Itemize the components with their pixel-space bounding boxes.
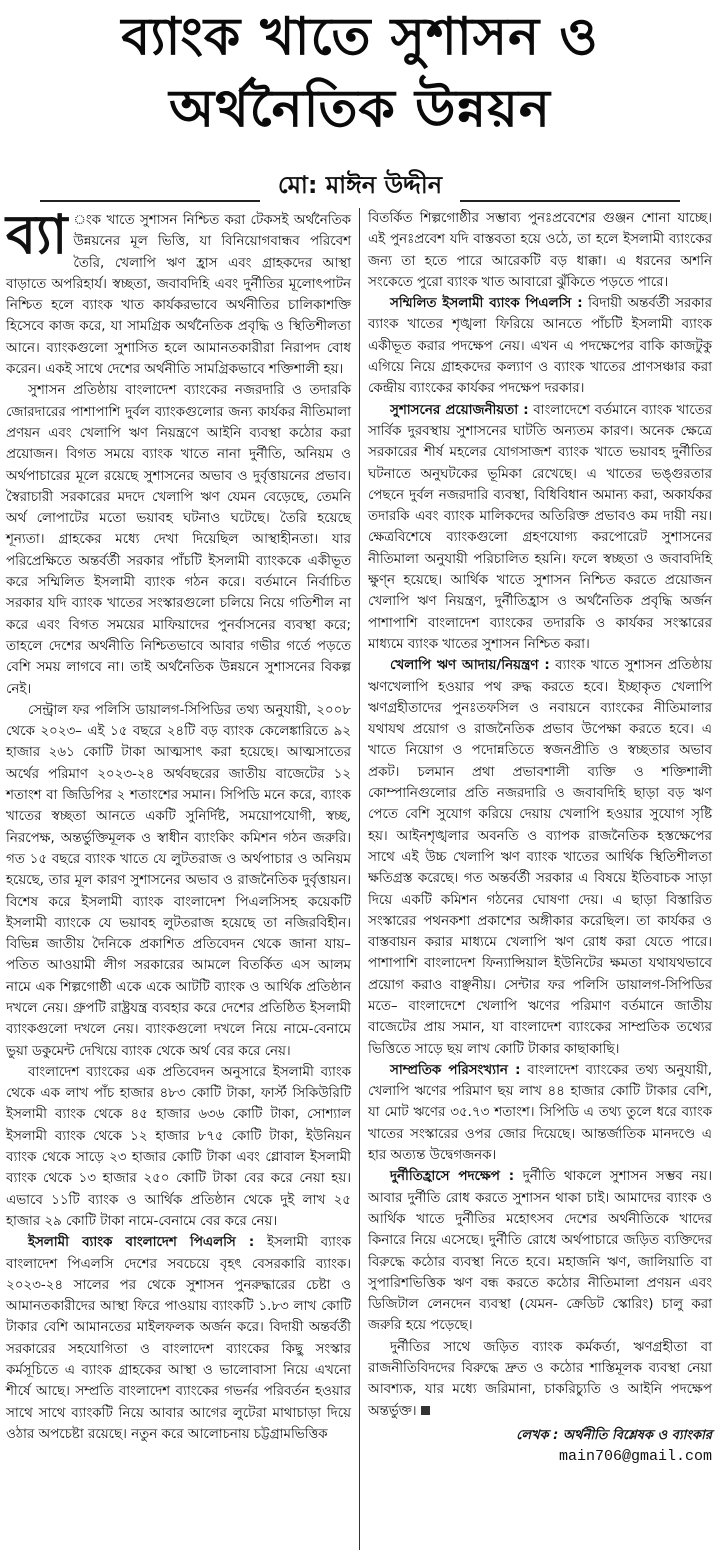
paragraph — [368, 293, 712, 399]
paragraph — [368, 1166, 712, 1336]
byline: মো: মাঈন উদ্দীন — [277, 171, 443, 199]
headline-line-2: অর্থনৈতিক উন্নয়ন — [169, 79, 551, 139]
paragraph — [368, 655, 712, 1060]
paragraph-text: ইসলামী ব্যাংক বাংলাদেশ পিএলসি দেশের সবচেয়ে বৃহৎ বেসরকারি ব্যাংক। ২০২৩-২৪ সালের পর থেকে সুশাসন পুনরুদ্ধারের চেষ্টা ও আমানতকারীদের আস্থা ফিরে পাওয়ায় ব্যাংকটি ১.৮৩ লাখ কোটি টাকার বেশি আমানতের মাইলফলক অর্জন করে। বিদায়ী অন্তর্বর্তী সরকারের সহযোগিতা ও বাংলাদেশ ব্যাংকের কিছু সংস্কার কর্মসূচিতে এ ব্যাংক গ্রাহকের আস্থা ও ভালোবাসা নিয়ে এখনো শীর্ষে আছে। সম্প্রতি বাংলাদেশ ব্যাংকের গভর্নর পরিবর্তন হওয়ার সাথে সাথে ব্যাংকটি নিয়ে আবার আগের লুটেরা মাথাচাড়া দিয়ে ওঠার অপচেষ্টা রয়েছে। নতুন করে আলোচনায় চট্টগ্রামভিত্তিক — [6, 1235, 351, 1442]
paragraph — [368, 1337, 712, 1422]
paragraph: সেন্ট্রাল ফর পলিসি ডায়ালগ-সিপিডির তথ্য অনুযায়ী, ২০০৮ থেকে ২০২৩– এই ১৫ বছরে ২৪টি বড় ব্যাংক কেলেঙ্কারিতে ৯২ হাজার ২৬১ কোটি টাকা আত্মসাৎ করা হয়েছে। আত্মসাতের অর্থের পরিমাণ ২০২৩-২৪ অর্থবছরের জাতীয় বাজেটের ১২ শতাংশ বা জিডিপির ২ শতাংশের সমান। সিপিডি মনে করে, ব্যাংক খাতের স্বচ্ছতা আনতে একটি সুনির্দিষ্ট, সময়োপযোগী, স্বচ্ছ, নিরপেক্ষ, অন্তর্ভুক্তিমূলক ও স্বাধীন ব্যাংকিং কমিশন গঠন জরুরি। গত ১৫ বছরে ব্যাংক খাতে যে লুটতরাজ ও অর্থপাচার ও অনিয়ম হয়েছে, তার মূল কারণ সুশাসনের অভাব ও রাজনৈতিক দুর্বৃত্তায়ন। বিশেষ করে ইসলামী ব্যাংক বাংলাদেশ পিএলসিসহ কয়েকটি ইসলামী ব্যাংকে যে ভয়াবহ লুটতরাজ হয়েছে তা নজিরবিহীন। বিভিন্ন জাতীয় দৈনিকে প্রকাশিত প্রতিবেদন থেকে জানা যায়– পতিত আওয়ামী লীগ সরকারের আমলে বিতর্কিত এস আলম নামে এক শিল্পগোষ্ঠী একে একে আটটি ব্যাংক ও আর্থিক প্রতিষ্ঠান দখলে নেয়। গ্রুপটি রাষ্ট্রযন্ত্র ব্যবহার করে দেশের প্রতিষ্ঠিত ইসলামী ব্যাংকগুলো দখলে নেয়। ব্যাংকগুলো দখলে নিয়ে নামে-বেনামে ভুয়া ডকুমেন্ট দেখিয়ে ব্যাংক থেকে অর্থ বের করে নেয়। — [6, 702, 351, 1059]
paragraph — [6, 1232, 351, 1445]
author-email: main706@gmail.com — [558, 1447, 712, 1465]
paragraph-text: বিদায়ী অন্তর্বর্তী সরকার ব্যাংক খাতের শৃঙ্খলা ফিরিয়ে আনতে পাঁচটি ইসলামী ব্যাংক একীভূত করার পদক্ষেপ নেয়। এখন এ পদক্ষেপের বাকি কাজটুকু এগিয়ে নিয়ে গ্রাহকদের কল্যাণ ও ব্যাংক খাতের প্রাণসঞ্চার করা কেন্দ্রীয় ব্যাংকের কার্যকর পদক্ষেপ দরকার। — [368, 296, 713, 397]
subheading: ইসলামী ব্যাংক বাংলাদেশ পিএলসি : — [28, 1235, 255, 1251]
headline-line-1: ব্যাংক খাতে সুশাসন ও — [121, 7, 599, 67]
paragraph-text: ংক খাতে সুশাসন নিশ্চিত করা টেকসই অর্থনৈতিক উন্নয়নের মূল ভিত্তি, যা বিনিয়োগবান্ধব পরিবেশ তৈরি, খেলাপি ঋণ হ্রাস এবং গ্রাহকদের আস্থা বাড়াতে অপরিহার্য। স্বচ্ছতা, জবাবদিহি এবং দুর্নীতির মূলোৎপাটন নিশ্চিত হলে ব্যাংক খাত কার্যকরভাবে অর্থনীতির চালিকাশক্তি হিসেবে কাজ করে, যা সামগ্রিক অর্থনৈতিক প্রবৃদ্ধি ও স্থিতিশীলতা আনে। ব্যাংকগুলো সুশাসিত হলে আমানতকারীরা নিরাপদ বোধ করেন। একই সাথে দেশের অর্থনীতি সামগ্রিকভাবে শক্তিশালী হয়। — [6, 213, 351, 378]
paragraph-text: বাংলাদেশ ব্যাংকের তথ্য অনুযায়ী, খেলাপি ঋণের পরিমাণ ছয় লাখ ৪৪ হাজার কোটি টাকার বেশি, যা মোট ঋণের ৩৫.৭৩ শতাংশ। সিপিডি এ তথ্য তুলে ধরে ব্যাংক খাতের সংস্কারের ওপর জোর দিয়েছে। আন্তর্জাতিক মানদণ্ডে এ হার অত্যন্ত উদ্বেগজনক। — [368, 1062, 712, 1164]
byline-rule-left — [40, 200, 260, 202]
dropcap: ব্যা — [6, 203, 68, 266]
paragraph: সুশাসন প্রতিষ্ঠায় বাংলাদেশ ব্যাংকের নজরদারি ও তদারকি জোরদারের পাশাপাশি দুর্বল ব্যাংকগুলোর জন্য কার্যকর নীতিমালা প্রণয়ন এবং খেলাপি ঋণ নিয়ন্ত্রণে আইনি ব্যবস্থা কঠোর করা প্রয়োজন। বিগত সময়ে ব্যাংক খাতে নানা দুর্নীতি, অনিয়ম ও অর্থপাচারের মূলে রয়েছে সুশাসনের অভাব ও দুর্বৃত্তায়নের প্রভাব। স্বৈরাচারী সরকারের মদদে খেলাপি ঋণ যেমন বেড়েছে, তেমনি অর্থ লোপাটের মতো ভয়াবহ ঘটনাও ঘটেছে। তৈরি হয়েছে শূন্যতা। গ্রাহকের মধ্যে দেখা দিয়েছিল আস্থাহীনতা। যার পরিপ্রেক্ষিতে অন্তর্বর্তী সরকার পাঁচটি ইসলামী ব্যাংককে একীভূত করে সম্মিলিত ইসলামী ব্যাংক গঠন করে। বর্তমানে নির্বাচিত সরকার যদি ব্যাংক খাতের সংস্কারগুলো চলিয়ে নিয়ে গতিশীল না করে এবং বিগত সময়ের মাফিয়াদের পুনর্বাসনের ব্যবস্থা করে; তাহলে দেশের অর্থনীতি নিশ্চিতভাবে আবার গভীর গর্তে পড়তে বেশি সময় লাগবে না। তাই অর্থনৈতিক উন্নয়নে সুশাসনের বিকল্প নেই। — [6, 383, 351, 697]
paragraph-text: দুর্নীতি থাকলে সুশাসন সম্ভব নয়। আবার দুর্নীতি রোধ করতে সুশাসন থাকা চাই। আমাদের ব্যাংক ও আর্থিক খাতে দুর্নীতির মহোৎসব দেশের অর্থনীতিকে খাদের কিনারে নিয়ে এসেছে। দুর্নীতি রোধে অর্থপাচারে জড়িত ব্যক্তিদের বিরুদ্ধে কঠোর ব্যবস্থা নিতে হবে। মহাজনি ঋণ, জালিয়াতি বা সুপারিশভিত্তিক ঋণ বন্ধ করতে কঠোর নীতিমালা প্রণয়ন এবং ডিজিটাল লেনদেন ব্যবস্থা (যেমন- ক্রেডিট স্কোরিং) চালু করা জরুরি হয়ে পড়েছে। — [368, 1169, 712, 1334]
paragraph-text: ব্যাংক খাতে সুশাসন প্রতিষ্ঠায় ঋণখেলাপি হওয়ার পথ রুদ্ধ করতে হবে। ইচ্ছাকৃত খেলাপি ঋণগ্রহীতাদের পুনঃতফসিল ও নবায়নে ব্যাংকের নীতিমালার যথাযথ প্রয়োগ ও রাজনৈতিক প্রভাব উপেক্ষা করতে হবে। এ খাতে নিয়োগ ও পদোন্নতিতে স্বজনপ্রীতি ও স্বচ্ছতার অভাব প্রকট। চলমান প্রথা প্রভাবশালী ব্যক্তি ও শক্তিশালী কোম্পানিগুলোর প্রতি নজরদারি ও জবাবদিহি ছাড়া বড় ঋণ পেতে বেশি সুযোগ করিয়ে দেয়ায় খেলাপি হওয়ার সুযোগ সৃষ্টি হয়। আইনশৃঙ্খলার অবনতি ও ব্যাপক রাজনৈতিক হস্তক্ষেপের সাথে এই উচ্চ খেলাপি ঋণ ব্যাংক খাতের আর্থিক স্থিতিশীলতা ক্ষতিগ্রস্ত করেছে। গত অন্তর্বর্তী সরকার এ বিষয়ে ইতিবাচক সাড়া দিয়ে একটি কমিশন গঠনের ঘোষণা দেয়। এ ছাড়া বিস্তারিত সংস্কারের পথনকশা প্রকাশের অঙ্গীকার করেছিল। তা কার্যকর ও বাস্তবায়ন করার মাধ্যমে খেলাপি ঋণ রোধ করা যেতে পারে। পাশাপাশি বাংলাদেশ ফিন্যান্সিয়াল ইউনিটের ক্ষমতা যথাযথভাবে প্রয়োগ করাও বাঞ্ছনীয়। সেন্টার ফর পলিসি ডায়ালগ-সিপিডির মতে– বাংলাদেশে খেলাপি ঋণের পরিমাণ বর্তমানে জাতীয় বাজেটের প্রায় সমান, যা বাংলাদেশ ব্যাংকের সাম্প্রতিক তথ্যের ভিত্তিতে সাড়ে ছয় লাখ কোটি টাকার কাছাকাছি। — [368, 658, 713, 1057]
left-column — [6, 203, 351, 1445]
paragraph — [368, 1060, 712, 1166]
author-note: লেখক : অর্থনীতি বিশ্লেষক ও ব্যাংকার — [516, 1427, 712, 1443]
subheading: দুর্নীতিহ্রাসে পদক্ষেপ : — [390, 1169, 515, 1185]
paragraph-text: বাংলাদেশে বর্তমানে ব্যাংক খাতের সার্বিক দুরবস্থায় সুশাসনের ঘাটতি অন্যতম কারণ। অনেক ক্ষেত্রে সরকারের শীর্ষ মহলের যোগসাজশ ব্যাংক খাতে ভয়াবহ দুর্নীতির ঘটনাতে অনুঘটকের ভূমিকা রেখেছে। এ খাতের ভঙ্গুরতার পেছনে দুর্বল নজরদারি ব্যবস্থা, বিধিবিধান অমান্য করা, অকার্যকর তদারকি এবং ব্যাংক মালিকদের অতিরিক্ত প্রভাবও কম দায়ী নয়। ক্ষেত্রবিশেষে ব্যাংকগুলো গ্রহণযোগ্য করপোরেট সুশাসনের নীতিমালা অনুযায়ী পরিচালিত হয়নি। ফলে স্বচ্ছতা ও জবাবদিহি ক্ষুণ্ন হয়েছে। আর্থিক খাতে সুশাসন নিশ্চিত করতে প্রয়োজন খেলাপি ঋণ নিয়ন্ত্রণ, দুর্নীতিহ্রাস ও অর্থনৈতিক প্রবৃদ্ধি অর্জন পাশাপাশি বাংলাদেশ ব্যাংকের তদারকি ও কার্যকর সংস্কারের মাধ্যমে ব্যাংক খাতের সুশাসন নিশ্চিত করা। — [368, 402, 712, 652]
end-mark-icon — [421, 1406, 430, 1415]
paragraph — [368, 400, 712, 656]
paragraph: বিতর্কিত শিল্পগোষ্ঠীর সম্ভাব্য পুনঃপ্রবেশের গুঞ্জন শোনা যাচ্ছে। এই পুনঃপ্রবেশ যদি বাস্তবতা হয়ে ওঠে, তা হলে ইসলামী ব্যাংকের জন্য তা হতে পারে আরেকটি বড় ধাক্কা। এ ধরনের অশনি সংকেতে পুরো ব্যাংক খাত আবারো ঝুঁকিতে পড়তে পারে। — [368, 211, 712, 290]
byline-rule-right — [460, 200, 680, 202]
paragraph — [6, 203, 351, 380]
paragraph: বাংলাদেশ ব্যাংকের এক প্রতিবেদন অনুসারে ইসলামী ব্যাংক থেকে এক লাখ পাঁচ হাজার ৪৮৩ কোটি টাকা, ফার্স্ট সিকিউরিটি ইসলামী ব্যাংক থেকে ৪৫ হাজার ৬৩৬ কোটি টাকা, সোশ্যাল ইসলামী ব্যাংক থেকে ১২ হাজার ৮৭৫ কোটি টাকা, ইউনিয়ন ব্যাংক থেকে সাড়ে ২৩ হাজার কোটি টাকা এবং গ্লোবাল ইসলামী ব্যাংক থেকে ১৩ হাজার ২৫০ কোটি টাকা বের করে নেয়া হয়। এভাবে ১১টি ব্যাংক ও আর্থিক প্রতিষ্ঠান থেকে দুই লাখ ২৫ হাজার ২৯ কোটি টাকা নামে-বেনামে বের করে নেয়। — [6, 1064, 351, 1229]
paragraph-text: দুর্নীতির সাথে জড়িত ব্যাংক কর্মকর্তা, ঋণগ্রহীতা বা রাজনীতিবিদদের বিরুদ্ধে দ্রুত ও কঠোর শাস্তিমূলক ব্যবস্থা নেয়া আবশ্যক, যার মধ্যে জরিমানা, চাকরিচ্যুতি ও আইনি পদক্ষেপ অন্তর্ভুক্ত। — [368, 1339, 712, 1419]
subheading: সম্মিলিত ইসলামী ব্যাংক পিএলসি : — [390, 296, 583, 312]
right-column — [368, 208, 712, 1468]
column-divider — [359, 208, 360, 1550]
subheading: সাম্প্রতিক পরিসংখ্যান : — [390, 1062, 521, 1078]
subheading: খেলাপি ঋণ আদায়/নিয়ন্ত্রণ : — [390, 658, 550, 674]
subheading: সুশাসনের প্রয়োজনীয়তা : — [390, 402, 529, 418]
